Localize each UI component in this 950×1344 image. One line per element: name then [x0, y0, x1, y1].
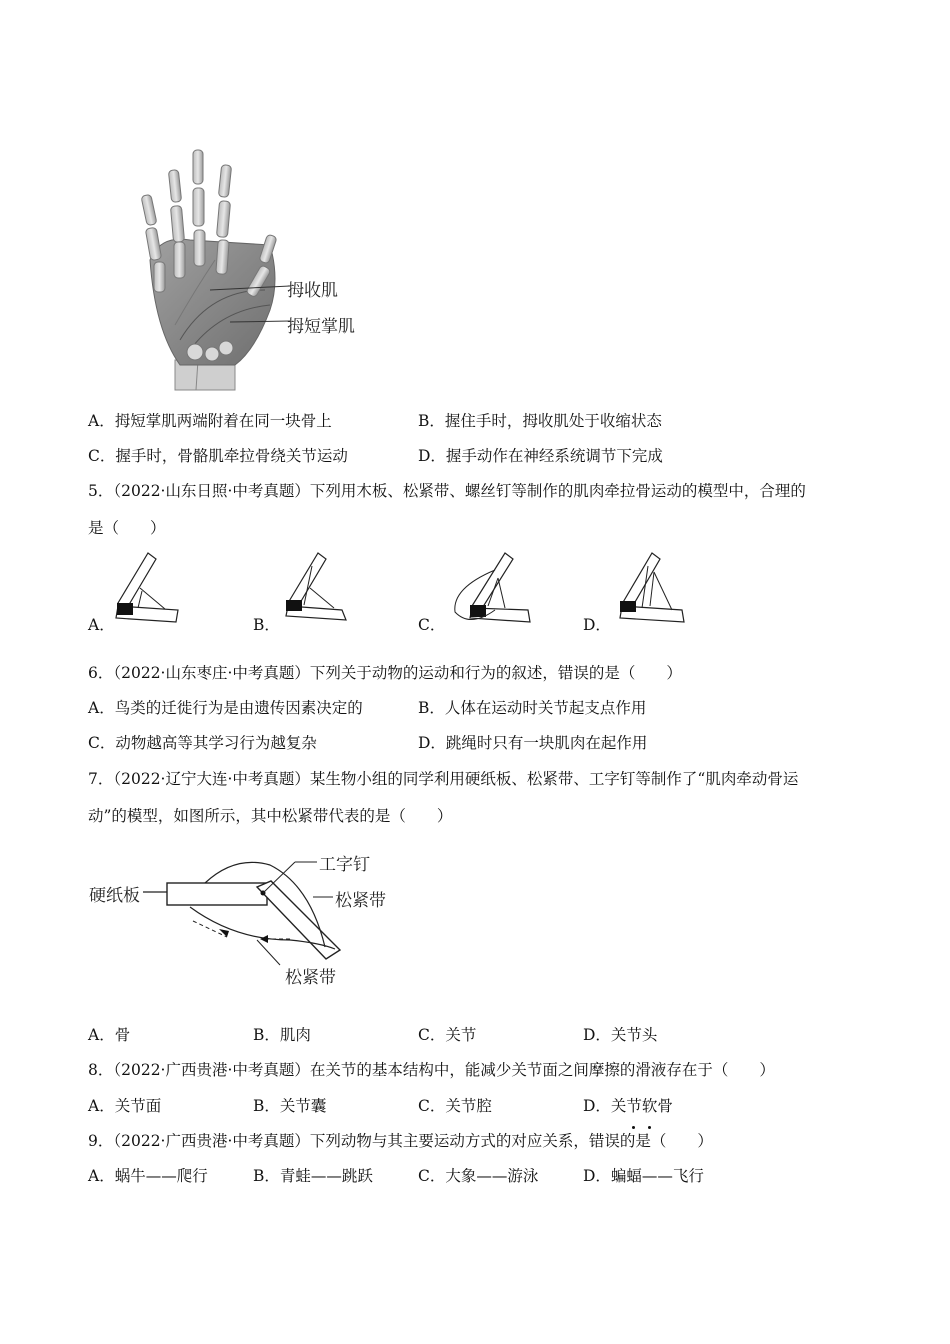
q5-model-c-diagram[interactable] — [450, 548, 540, 628]
q7-option-c[interactable]: C．关节 — [418, 1026, 477, 1044]
q9-option-b[interactable]: B．青蛙——跳跃 — [253, 1167, 373, 1185]
q7-option-b[interactable]: B．肌肉 — [253, 1026, 311, 1044]
q7-board-label: 硬纸板 — [89, 886, 140, 906]
q7-option-a[interactable]: A．骨 — [88, 1026, 131, 1044]
q5-stem-line1: 5．（2022·山东日照·中考真题）下列用木板、松紧带、螺丝钉等制作的肌肉牵拉骨运动的模型中，合理的 — [88, 482, 806, 500]
q7-stem-line2: 动”的模型，如图所示，其中松紧带代表的是（ ） — [88, 807, 453, 825]
q8-option-b[interactable]: B．关节囊 — [253, 1097, 327, 1115]
q9-stem: 9．（2022·广西贵港·中考真题）下列动物与其主要运动方式的对应关系，错误的是（ ） — [88, 1132, 713, 1150]
q5-option-b-letter[interactable]: B． — [253, 616, 280, 634]
q5-model-b-diagram[interactable] — [282, 548, 357, 628]
q8-stem: 8．（2022·广西贵港·中考真题）在关节的基本结构中，能减少关节面之间摩擦的滑液存在于（ ） — [88, 1061, 775, 1079]
q5-option-c-letter[interactable]: C． — [418, 616, 446, 634]
q4-option-a[interactable]: A．拇短掌肌两端附着在同一块骨上 — [88, 412, 332, 430]
emphasis-dot — [648, 1126, 651, 1129]
q9-option-c[interactable]: C．大象——游泳 — [418, 1167, 539, 1185]
q4-option-c[interactable]: C．握手时，骨骼肌牵拉骨绕关节运动 — [88, 447, 348, 465]
q6-option-a[interactable]: A．鸟类的迁徙行为是由遗传因素决定的 — [88, 699, 363, 717]
q5-option-d-letter[interactable]: D． — [583, 616, 611, 634]
hand-skeleton-illustration — [120, 140, 380, 390]
palmaris-brevis-label: 拇短掌肌 — [287, 317, 355, 337]
q7-pin-label: 工字钉 — [319, 855, 370, 875]
q7-model-figure — [85, 845, 405, 990]
q5-stem-line2: 是（ ） — [88, 519, 166, 537]
q5-model-a-diagram[interactable] — [110, 548, 185, 628]
q6-option-b[interactable]: B．人体在运动时关节起支点作用 — [418, 699, 647, 717]
q4-option-d[interactable]: D．握手动作在神经系统调节下完成 — [418, 447, 663, 465]
q8-option-c[interactable]: C．关节腔 — [418, 1097, 492, 1115]
q7-option-d[interactable]: D．关节头 — [583, 1026, 658, 1044]
q9-option-a[interactable]: A．蜗牛——爬行 — [88, 1167, 208, 1185]
q9-option-d[interactable]: D．蝙蝠——飞行 — [583, 1167, 704, 1185]
q6-option-d[interactable]: D．跳绳时只有一块肌肉在起作用 — [418, 734, 648, 752]
q7-band-top-label: 松紧带 — [335, 891, 386, 911]
q8-option-a[interactable]: A．关节面 — [88, 1097, 162, 1115]
q7-band-bottom-label: 松紧带 — [285, 968, 336, 988]
hand-figure — [120, 140, 380, 390]
adductor-pollicis-label: 拇收肌 — [287, 281, 338, 301]
q8-option-d[interactable]: D．关节软骨 — [583, 1097, 673, 1115]
q5-option-a-letter[interactable]: A． — [88, 616, 115, 634]
q7-stem-line1: 7．（2022·辽宁大连·中考真题）某生物小组的同学利用硬纸板、松紧带、工字钉等制作了“肌肉牵动骨运 — [88, 770, 799, 788]
emphasis-dot — [632, 1126, 635, 1129]
q6-option-c[interactable]: C．动物越高等其学习行为越复杂 — [88, 734, 317, 752]
q4-option-b[interactable]: B．握住手时，拇收肌处于收缩状态 — [418, 412, 662, 430]
q5-model-d-diagram[interactable] — [616, 548, 691, 628]
q6-stem: 6．（2022·山东枣庄·中考真题）下列关于动物的运动和行为的叙述，错误的是（ ） — [88, 664, 682, 682]
